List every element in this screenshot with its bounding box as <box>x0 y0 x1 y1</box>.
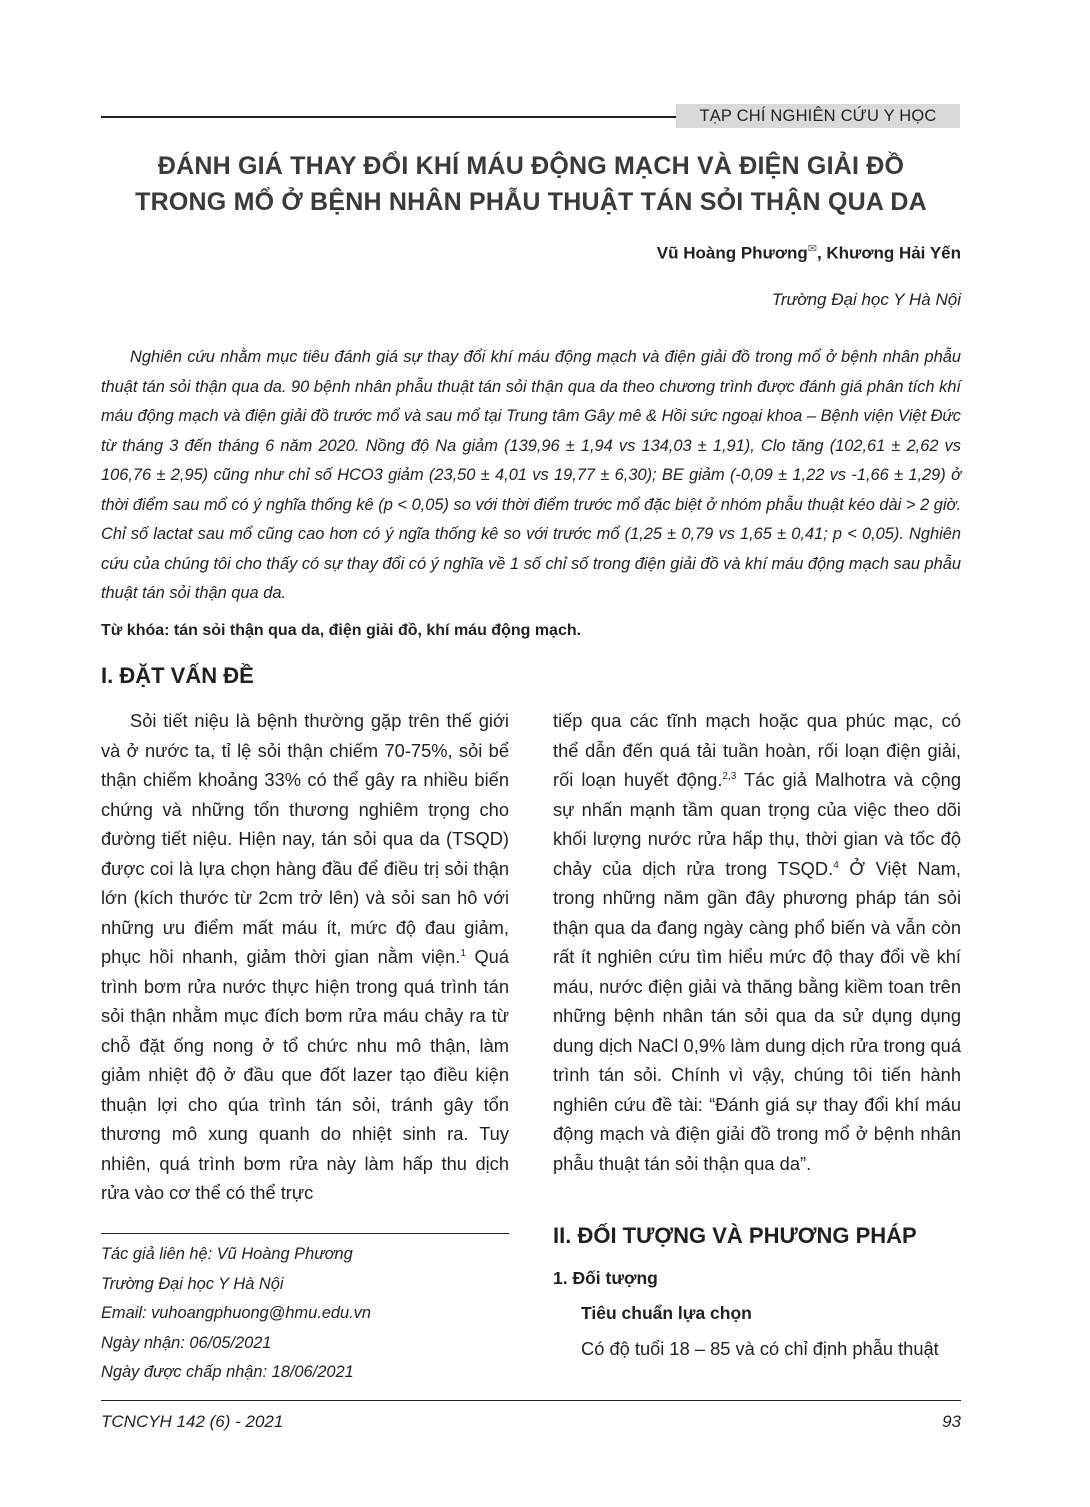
subheading-subjects: 1. Đối tượng <box>553 1268 658 1288</box>
body-text: Sỏi tiết niệu là bệnh thường gặp trên thế giới và ở nước ta, tỉ lệ sỏi thận chiếm 70-75%, sỏi bể thận chiếm khoảng 33% có thể gây ra nhiều biến chứng và những tổn thương nghiêm trọng cho đường tiết niệu. Hiện nay, tán sỏi qua da (TSQD) được coi là lựa chọn hàng đầu để điều trị sỏi thận lớn (kích thước từ 2cm trở lên) và sỏi san hô với những ưu điểm mất máu ít, mức độ đau giảm, phục hồi nhanh, giảm thời gian nằm viện. <box>101 710 509 967</box>
journal-name: TẠP CHÍ NGHIÊN CỨU Y HỌC <box>676 104 960 128</box>
article-title <box>101 148 961 220</box>
author-1: Vũ Hoàng Phương <box>656 243 808 263</box>
body-text: Ở Việt Nam, trong những năm gần đây phương pháp tán sỏi thận qua da đang ngày càng phổ biến và vẫn còn rất ít nghiên cứu tìm hiểu mức độ thay đổi về khí máu, nước điện giải và thăng bằng kiềm toan trên những bệnh nhân tán sỏi qua da sử dụng dụng dung dịch NaCl 0,9% làm dung dịch rửa trong quá trình tán sỏi. Chính vì vậy, chúng tôi tiến hành nghiên cứu đề tài: “Đánh giá sự thay đổi khí máu động mạch và điện giải đồ trong mổ ở bệnh nhân phẫu thuật tán sỏi thận qua da”. <box>553 857 961 1174</box>
section-heading-2: II. ĐỐI TƯỢNG VÀ PHƯƠNG PHÁP <box>553 1223 917 1248</box>
body-paragraph <box>101 706 509 1208</box>
author-list <box>657 242 961 264</box>
footnote-line: Trường Đại học Y Hà Nội <box>101 1274 284 1293</box>
body-paragraph <box>553 706 961 1178</box>
footnote-line: Tác giả liên hệ: Vũ Hoàng Phương <box>101 1245 353 1263</box>
footer-rule <box>101 1400 961 1401</box>
citation-ref: 2,3 <box>722 770 737 782</box>
body-text: Tác giả Malhotra và cộng sự nhấn mạnh tầm quan trọng của việc theo dõi khối lượng nước rửa hấp thụ, thời gian và tốc độ chảy của dịch rửa trong TSQD. <box>553 769 962 879</box>
title-line-2: TRONG MỔ Ở BỆNH NHÂN PHẪU THUẬT TÁN SỎI THẬN QUA DA <box>135 188 927 216</box>
keywords: Từ khóa: tán sỏi thận qua da, điện giải đồ, khí máu động mạch. <box>101 622 582 639</box>
subheading-criteria: Tiêu chuẩn lựa chọn <box>581 1303 752 1323</box>
author-2: , Khương Hải Yến <box>816 243 961 263</box>
abstract: Nghiên cứu nhằm mục tiêu đánh giá sự thay đổi khí máu động mạch và điện giải đồ trong mổ ở bệnh nhân phẫu thuật tán sỏi thận qua da. 90 bệnh nhân phẫu thuật tán sỏi thận qua da theo chương trình được đánh giá phân tích khí máu động mạch và điện giải đồ trước mổ và sau mổ tại Trung tâm Gây mê & Hồi sức ngoại khoa – Bệnh viện Việt Đức từ tháng 3 đến tháng 6 năm 2020. Nồng độ Na giảm (139,96 ± 1,94 vs 134,03 ± 1,91), Clo tăng (102,61 ± 2,62 vs 106,76 ± 2,95) cũng như chỉ số HCO3 giảm (23,50 ± 4,01 vs 19,77 ± 6,30); BE giảm (-0,09 ± 1,22 vs -1,66 ± 1,29) ở thời điểm sau mổ có ý nghĩa thống kê (p < 0,05) so với thời điểm trước mổ đặc biệt ở nhóm phẫu thuật kéo dài > 2 giờ. Chỉ số lactat sau mổ cũng cao hơn có ý ngĩa thống kê so với trước mổ (1,25 ± 0,79 vs 1,65 ± 0,41; p < 0,05). Nghiên cứu của chúng tôi cho thấy có sự thay đổi có ý nghĩa về 1 số chỉ số trong điện giải đồ và khí máu động mạch sau phẫu thuật tán sỏi thận qua da. <box>101 348 961 602</box>
citation-ref: 4 <box>833 859 839 871</box>
footnote-line: Ngày nhận: 06/05/2021 <box>101 1333 272 1352</box>
section-heading-1: I. ĐẶT VẤN ĐỀ <box>101 663 254 688</box>
page-number: 93 <box>942 1412 961 1431</box>
criteria-text: Có độ tuổi 18 – 85 và có chỉ định phẫu thuật <box>581 1338 939 1359</box>
mail-icon: ✉ <box>807 243 817 255</box>
footnote-line: Email: vuhoangphuong@hmu.edu.vn <box>101 1304 371 1322</box>
correspondence-footnote <box>101 1240 521 1388</box>
title-line-1: ĐÁNH GIÁ THAY ĐỔI KHÍ MÁU ĐỘNG MẠCH VÀ ĐIỆN GIẢI ĐỒ <box>157 152 905 180</box>
journal-citation: TCNCYH 142 (6) - 2021 <box>101 1412 284 1431</box>
header-rule <box>101 116 676 118</box>
body-text: tiếp qua các tĩnh mạch hoặc qua phúc mạc, có thể dẫn đến quá tải tuần hoàn, rối loạn điện giải, rối loạn huyết động. <box>553 710 961 790</box>
right-column <box>553 706 961 1178</box>
citation-ref: 1 <box>460 947 466 959</box>
footnote-line: Ngày được chấp nhận: 18/06/2021 <box>101 1363 354 1381</box>
body-text: Quá trình bơm rửa nước thực hiện trong quá trình tán sỏi thận nhằm mục đích bơm rửa máu chảy ra từ chỗ đặt ống nong ở tổ chức nhu mô thận, làm giảm nhiệt độ ở đầu que đốt lazer tạo điều kiện thuận lợi cho qúa trình tán sỏi, tránh gây tổn thương mô xung quanh do nhiệt sinh ra. Tuy nhiên, quá trình bơm rửa này làm hấp thu dịch rửa vào cơ thể có thể trực <box>101 946 509 1203</box>
affiliation: Trường Đại học Y Hà Nội <box>771 290 961 309</box>
left-column <box>101 706 509 1208</box>
footnote-rule <box>101 1233 509 1234</box>
